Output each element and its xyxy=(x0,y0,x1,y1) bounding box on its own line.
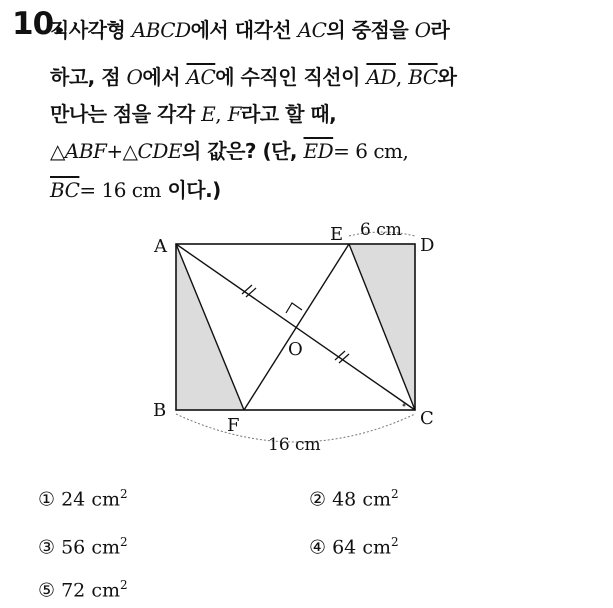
choice-value: 56 xyxy=(61,536,86,559)
choice-value: 72 xyxy=(61,579,86,602)
math-segment: AC xyxy=(297,18,327,42)
choice-number: ⑤ xyxy=(38,579,56,602)
choice-value: 48 xyxy=(332,488,357,511)
length-label-ed: 6 cm xyxy=(360,220,402,240)
choice-unit: cm xyxy=(91,488,120,511)
text: 라고 할 때, xyxy=(240,102,337,126)
choice-value: 24 xyxy=(61,488,86,511)
choice-3[interactable] xyxy=(38,535,128,558)
math-expression: △ABF+△CDE xyxy=(50,139,182,163)
math-segment-overline: $\overline{BC}$ xyxy=(408,65,438,89)
choice-4[interactable] xyxy=(309,535,399,558)
choice-unit: cm xyxy=(362,536,391,559)
text: 에서 xyxy=(142,65,181,89)
math-point: F xyxy=(227,102,241,126)
text: 와 xyxy=(437,65,457,89)
choice-number: ① xyxy=(38,488,56,511)
text: 하고, 점 xyxy=(50,65,121,89)
choice-value: 64 xyxy=(332,536,357,559)
math-point: E xyxy=(201,102,216,126)
math-segment-overline: $\overline{AC}$ xyxy=(186,65,216,89)
choice-exponent: 2 xyxy=(120,487,128,501)
separator: , xyxy=(395,65,402,89)
math-rect-name: ABCD xyxy=(131,18,191,42)
text: 의 중점을 xyxy=(326,18,409,42)
point-label-c: C xyxy=(420,408,434,429)
choice-1[interactable] xyxy=(38,487,128,510)
line-ef xyxy=(244,244,349,410)
choice-exponent: 2 xyxy=(120,578,128,592)
choice-exponent: 2 xyxy=(391,535,399,549)
point-label-f: F xyxy=(227,415,240,436)
point-label-a: A xyxy=(154,236,167,257)
point-label-o: O xyxy=(288,339,303,360)
angle-dot-c xyxy=(403,404,406,407)
math-segment-overline: $\overline{BC}$ xyxy=(50,178,80,202)
choice-number: ② xyxy=(309,488,327,511)
math-point: O xyxy=(414,18,431,42)
math-segment-overline: $\overline{ED}$ xyxy=(303,139,334,163)
choice-exponent: 2 xyxy=(120,535,128,549)
point-label-b: B xyxy=(153,400,167,421)
choice-unit: cm xyxy=(91,579,120,602)
math-segment-overline: $\overline{AD}$ xyxy=(366,65,396,89)
choice-exponent: 2 xyxy=(391,487,399,501)
length-label-bc: 16 cm xyxy=(268,435,321,455)
question-number: 10. xyxy=(12,6,64,42)
math-equation: = 6 cm, xyxy=(333,139,409,163)
math-point: O xyxy=(126,65,143,89)
choice-5[interactable] xyxy=(38,578,128,601)
text: 이다.) xyxy=(167,178,221,202)
text: 직사각형 xyxy=(50,18,126,42)
point-label-d: D xyxy=(420,235,435,256)
choice-number: ④ xyxy=(309,536,327,559)
text: 의 값은? (단, xyxy=(181,139,298,163)
point-label-e: E xyxy=(330,224,344,245)
text: 에서 대각선 xyxy=(190,18,292,42)
text: 만나는 점을 각각 xyxy=(50,102,195,126)
text: 에 수직인 직선이 xyxy=(215,65,360,89)
choice-2[interactable] xyxy=(309,487,399,510)
text: 라 xyxy=(430,18,450,42)
choice-unit: cm xyxy=(91,536,120,559)
math-equation: = 16 cm xyxy=(79,178,161,202)
right-angle-mark xyxy=(286,303,302,313)
choice-number: ③ xyxy=(38,536,56,559)
choice-unit: cm xyxy=(362,488,391,511)
separator: , xyxy=(215,102,222,126)
